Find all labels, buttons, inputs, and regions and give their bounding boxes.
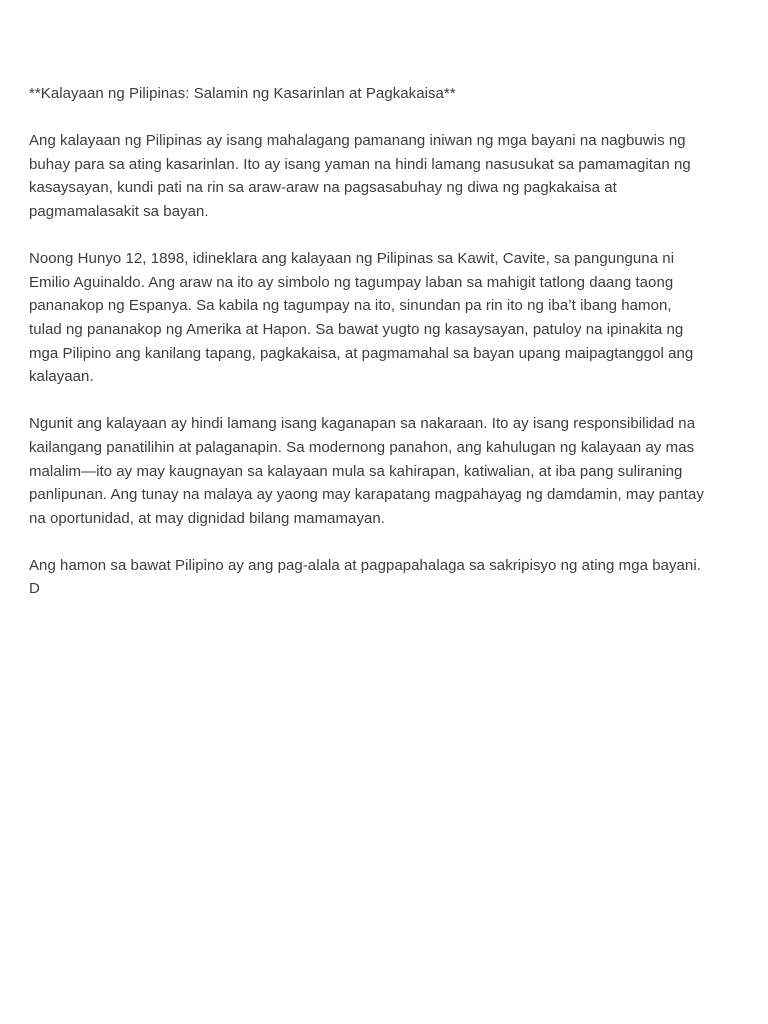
paragraph-3: Ngunit ang kalayaan ay hindi lamang isang kaganapan sa nakaraan. Ito ay isang responsibilidad na kailangang panatilihin at palaganapin. Sa modernong panahon, ang kahulugan ng kalayaan ay mas malalim—ito ay may kaugnayan sa kalayaan mula sa kahirapan, katiwalian, at iba pang suliraning panlipunan. Ang tunay na malaya ay yaong may karapatang magpahayag ng damdamin, may pantay na oportunidad, at may dignidad bilang mamamayan. [29,415,704,527]
paragraph-2: Noong Hunyo 12, 1898, idineklara ang kalayaan ng Pilipinas sa Kawit, Cavite, sa pangunguna ni Emilio Aguinaldo. Ang araw na ito ay simbolo ng tagumpay laban sa mahigit tatlong daang taong pananakop ng Espanya. Sa kabila ng tagumpay na ito, sinundan pa rin ito ng iba’t ibang hamon, tulad ng pananakop ng Amerika at Hapon. Sa bawat yugto ng kasaysayan, patuloy na ipinakita ng mga Pilipino ang kanilang tapang, pagkakaisa, at pagmamahal sa bayan upang maipagtanggol ang kalayaan. [29,250,694,386]
document-title: **Kalayaan ng Pilipinas: Salamin ng Kasarinlan at Pagkakaisa** [29,85,456,102]
paragraph-4: Ang hamon sa bawat Pilipino ay ang pag-alala at pagpapahalaga sa sakripisyo ng ating mga bayani. D [29,556,701,598]
paragraph-1: Ang kalayaan ng Pilipinas ay isang mahalagang pamanang iniwan ng mga bayani na nagbuwis ng buhay para sa ating kasarinlan. Ito ay isang yaman na hindi lamang nasusukat sa pamamagitan ng kasaysayan, kundi pati na rin sa araw-araw na pagsasabuhay ng diwa ng pagkakaisa at pagmamalasakit sa bayan. [29,132,691,220]
document-body [29,82,741,601]
